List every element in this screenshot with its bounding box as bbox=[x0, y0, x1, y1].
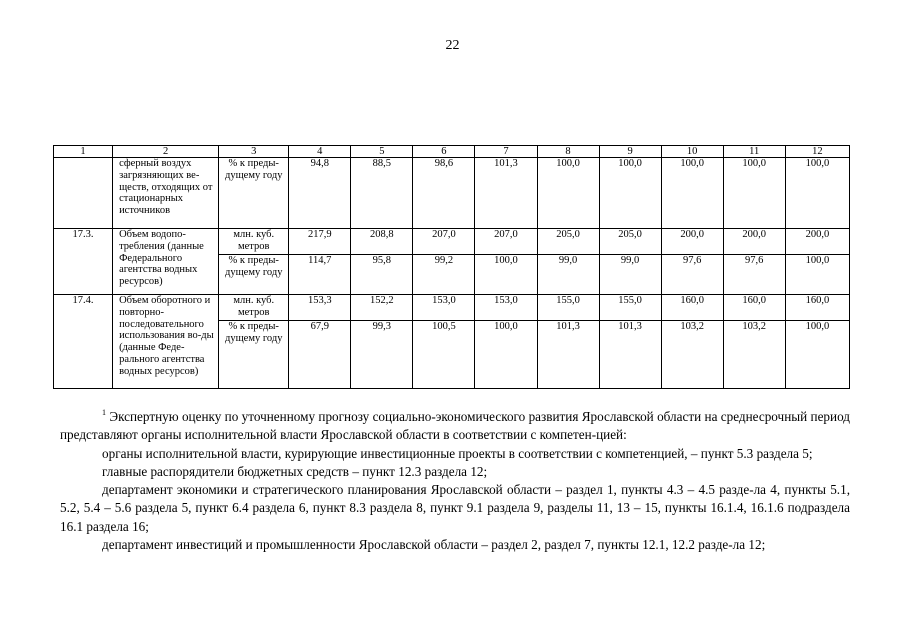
value-cell: 155,0 bbox=[599, 295, 661, 321]
footnotes bbox=[60, 404, 850, 554]
value-cell: 100,0 bbox=[785, 255, 849, 295]
value-cell: 100,0 bbox=[661, 158, 723, 229]
value-cell: 103,2 bbox=[723, 321, 785, 389]
footnote-mark: 1 bbox=[102, 408, 106, 417]
value-cell: 103,2 bbox=[661, 321, 723, 389]
indicator-name-cell: сферный воздух загрязняющих ве-ществ, отходящих от стационарных источников bbox=[113, 158, 219, 229]
footnote-paragraph: департамент инвестиций и промышленности Ярославской области – раздел 2, раздел 7, пункты 12.1, 12.2 разде-ла 12; bbox=[102, 537, 766, 553]
table-row bbox=[54, 295, 850, 321]
header-cell: 5 bbox=[351, 146, 413, 158]
value-cell: 100,0 bbox=[723, 158, 785, 229]
value-cell: 97,6 bbox=[661, 255, 723, 295]
header-cell: 7 bbox=[475, 146, 537, 158]
footnote-text: Экспертную оценку по уточненному прогнозу социально-экономического развития Ярославской области на среднесрочный период представляют органы исполнительной власти Ярославской области в соответствии с компетен-цией: bbox=[60, 409, 851, 443]
header-cell: 3 bbox=[219, 146, 289, 158]
header-cell: 2 bbox=[113, 146, 219, 158]
value-cell: 67,9 bbox=[289, 321, 351, 389]
header-cell: 8 bbox=[537, 146, 599, 158]
header-cell: 11 bbox=[723, 146, 785, 158]
table-row bbox=[54, 229, 850, 255]
table-header-row bbox=[54, 146, 850, 158]
page-number: 22 bbox=[445, 38, 460, 53]
value-cell: 114,7 bbox=[289, 255, 351, 295]
value-cell: 94,8 bbox=[289, 158, 351, 229]
header-cell: 9 bbox=[599, 146, 661, 158]
value-cell: 205,0 bbox=[599, 229, 661, 255]
footnote-paragraph: департамент экономики и стратегического планирования Ярославской области – раздел 1, пункты 4.3 – 4.5 разде-ла 4, пункты 5.1, 5.2, 5.4 – 5.6 раздела 5, пункт 6.4 раздела 6, пункт 8.3 раздела 8, пункт 9.1 раздела 9, разделы 11, 13 – 15, пункты 16.1.4, 16.1.6 подраздела 16.1 раздела 16; bbox=[60, 482, 850, 534]
value-cell: 205,0 bbox=[537, 229, 599, 255]
value-cell: 97,6 bbox=[723, 255, 785, 295]
value-cell: 101,3 bbox=[537, 321, 599, 389]
value-cell: 98,6 bbox=[413, 158, 475, 229]
value-cell: 95,8 bbox=[351, 255, 413, 295]
value-cell: 100,0 bbox=[785, 158, 849, 229]
value-cell: 100,5 bbox=[413, 321, 475, 389]
value-cell: 100,0 bbox=[475, 255, 537, 295]
value-cell: 155,0 bbox=[537, 295, 599, 321]
value-cell: 160,0 bbox=[785, 295, 849, 321]
header-cell: 4 bbox=[289, 146, 351, 158]
value-cell: 100,0 bbox=[599, 158, 661, 229]
footnote-paragraph: главные распорядители бюджетных средств – пункт 12.3 раздела 12; bbox=[102, 463, 488, 479]
header-cell: 6 bbox=[413, 146, 475, 158]
header-cell: 12 bbox=[785, 146, 849, 158]
value-cell: 153,0 bbox=[413, 295, 475, 321]
value-cell: 101,3 bbox=[599, 321, 661, 389]
value-cell: 217,9 bbox=[289, 229, 351, 255]
header-cell: 1 bbox=[54, 146, 113, 158]
value-cell: 99,3 bbox=[351, 321, 413, 389]
table-row bbox=[54, 158, 850, 229]
footnote-paragraph: органы исполнительной власти, курирующие инвестиционные проекты в соответствии с компетенцией, – пункт 5.3 раздела 5; bbox=[102, 445, 813, 461]
value-cell: 100,0 bbox=[785, 321, 849, 389]
row-number-cell: 17.3. bbox=[54, 229, 113, 295]
value-cell: 200,0 bbox=[723, 229, 785, 255]
value-cell: 160,0 bbox=[723, 295, 785, 321]
unit-cell: % к преды-дущему году bbox=[219, 158, 289, 229]
indicators-table bbox=[53, 145, 850, 389]
value-cell: 160,0 bbox=[661, 295, 723, 321]
row-number-cell bbox=[54, 158, 113, 229]
value-cell: 99,0 bbox=[537, 255, 599, 295]
value-cell: 153,3 bbox=[289, 295, 351, 321]
indicator-name-cell: Объем оборотного и повторно-последовательного использования во-ды (данные Феде-рального агентства водных ресурсов) bbox=[113, 295, 219, 389]
unit-cell: млн. куб. метров bbox=[219, 295, 289, 321]
value-cell: 100,0 bbox=[537, 158, 599, 229]
unit-cell: % к преды-дущему году bbox=[219, 255, 289, 295]
unit-cell: % к преды-дущему году bbox=[219, 321, 289, 389]
header-cell: 10 bbox=[661, 146, 723, 158]
value-cell: 207,0 bbox=[475, 229, 537, 255]
value-cell: 152,2 bbox=[351, 295, 413, 321]
footnote-paragraph bbox=[60, 404, 850, 445]
value-cell: 101,3 bbox=[475, 158, 537, 229]
value-cell: 100,0 bbox=[475, 321, 537, 389]
value-cell: 153,0 bbox=[475, 295, 537, 321]
value-cell: 88,5 bbox=[351, 158, 413, 229]
row-number-cell: 17.4. bbox=[54, 295, 113, 389]
value-cell: 200,0 bbox=[661, 229, 723, 255]
value-cell: 99,2 bbox=[413, 255, 475, 295]
value-cell: 200,0 bbox=[785, 229, 849, 255]
unit-cell: млн. куб. метров bbox=[219, 229, 289, 255]
value-cell: 207,0 bbox=[413, 229, 475, 255]
indicator-name-cell: Объем водопо-требления (данные Федерального агентства водных ресурсов) bbox=[113, 229, 219, 295]
value-cell: 99,0 bbox=[599, 255, 661, 295]
value-cell: 208,8 bbox=[351, 229, 413, 255]
